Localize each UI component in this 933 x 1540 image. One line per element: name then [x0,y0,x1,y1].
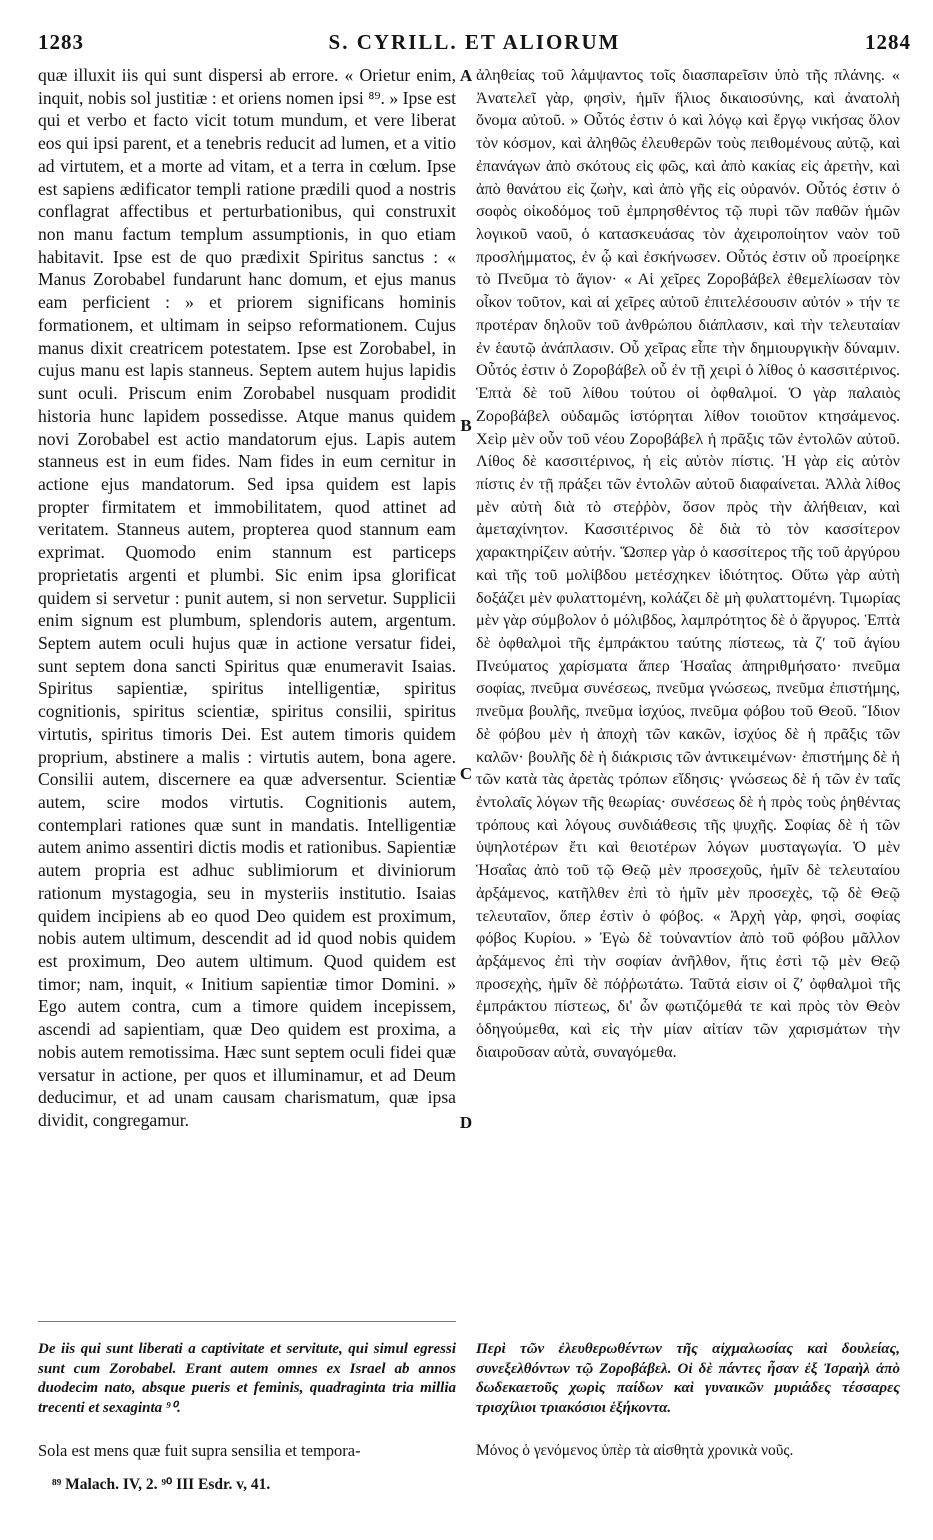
running-title: S. CYRILL. ET ALIORUM [328,30,621,54]
running-head [38,30,911,60]
latin-text: quæ illuxit iis qui sunt dispersi ab errore. « Orietur enim, inquit, nobis sol justitiæ : et oriens nomen ipsi ⁸⁹. » Ipse est qui et verbo et facto vicit totum mundum, et vere liberat eos qui ipsi parent, et a tenebris reducit ad lumen, et a vitio ad virtutem, et a morte ad vitam, et a terra in cœlum. Ipse est sapiens ædificator templi ratione prædili quod a nostris conflagrat affectibus et perturbationibus, qui construxit non manu factum templum assumptionis, in quo etiam habitavit. Ipse est de quo prædixit Spiritus sanctus : « Manus Zorobabel fundarunt hanc domum, et ejus manus eam perficient : » et priorem significans hominis formationem, et ultimam in seipso reformationem. Cujus manus dixit creatricem potestatem. Ipse est Zorobabel, in cujus manu est lapis stanneus. Septem autem hujus lapidis sunt oculi. Priscum enim Zorobabel nusquam prodidit historia hunc lapidem possedisse. Atque manus quidem novi Zorobabel est actio mandatorum ejus. Lapis autem stanneus est in eum fides. Nam fides in eum cernitur in actione ejus mandatorum. Sed ipsa quidem est lapis propter firmitatem et immobilitatem, quod attinet ad veritatem. Stanneus autem, propterea quod stannum eam exprimat. Quomodo enim stannum est particeps proprietatis argenti et plumbi. Sic enim ipsa glorificat quidem si servetur : punit autem, si non servetur. Supplicii enim signum est plumbum, splendoris autem, argentum. Septem autem oculi hujus quæ in actione versatur fidei, sunt septem dona sancti Spiritus quæ enumeravit Isaias. Spiritus sapientiæ, spiritus intelligentiæ, spiritus cognitionis, spiritus scientiæ, spiritus consilii, spiritus virtutis, spiritus timoris Dei. Est autem timoris quidem proprium, abstinere a malis : virtutis autem, bona agere. Consilii autem, discernere ea quæ adversentur. Scientiæ autem, scire modos virtutis. Cognitionis autem, contemplari rationes quæ sunt in mandatis. Intelligentiæ autem animo assentiri dictis modis et rationibus. Sapientiæ autem propria est adhuc sublimiorum et diviniorum rationum mystagogia, seu in mysteriis institutio. Isaias quidem incipiens ab eo quod Deo quidem est proximum, nobis autem ultimum, descendit ad id quod nobis quidem est proximum, Deo autem ultimum. Quod quidem est timor; nam, inquit, « Initium sapientiæ timor Domini. » Ego autem contra, cum a timore quidem incepissem, ascendi ad sapientiam, quæ Deo quidem est proxima, a nobis autem remotissima. Hæc sunt septem oculi fidei quæ versatur in actione, per quos et illuminamur, et ad Deum deducimur, et ad unam causam charismatum, quæ ipsa dividit, congregamur. [38,65,456,1131]
latin-section-heading: De iis qui sunt liberati a captivitate et servitute, qui simul egressi sunt cum Zorobabel. Erant autem omnes ex Israel ab annos duodecim nato, absque pueris et feminis, quadraginta tria millia trecenti et sexaginta ⁹⁰. [38,1341,456,1416]
column-number-left: 1283 [38,30,84,54]
margin-letter-b: B [460,416,472,435]
column-number-right: 1284 [865,30,911,54]
greek-column [476,64,900,1064]
latin-column [38,64,456,1132]
margin-letter-a: A [459,66,473,85]
greek-section-heading: Περὶ τῶν ἐλευθερωθέντων τῆς αἰχμαλωσίας καὶ δουλείας, συνεξελθόντων τῷ Ζοροβάβελ. Οἱ δὲ πάντες ἦσαν ἐξ Ἰσραὴλ ἀπὸ δωδεκαετοῦς χωρὶς παίδων καὶ γυναικῶν μυριάδες τέσσαρες τρισχίλιοι τριακόσιοι ἑξήκοντα. [476,1341,900,1416]
footnotes: ⁸⁹ Malach. IV, 2. ⁹⁰ III Esdr. v, 41. [52,1476,271,1493]
margin-letter-c: C [459,764,473,783]
latin-section-text: Sola est mens quæ fuit supra sensilia et tempora- [38,1441,361,1460]
greek-section-text: Μόνος ὁ γενόμενος ὑπὲρ τὰ αἰσθητὰ χρονικὰ νοῦς. [476,1442,794,1459]
margin-letter-d: D [459,1113,473,1132]
greek-text: ἀληθείας τοῦ λάμψαντος τοῖς διασπαρεῖσιν ὑπὸ τῆς πλάνης. « Ἀνατελεῖ γὰρ, φησὶν, ἡμῖν ἥλιος δικαιοσύνης, καὶ ἀνατολὴ ὄνομα αὐτοῦ. » Οὗτός ἐστιν ὁ καὶ λόγῳ καὶ ἔργῳ νικήσας ὅλον τὸν κόσμον, καὶ ἀληθῶς ἐλευθερῶν τοὺς πειθομένους αὐτῷ, καὶ ἐπανάγων ἀπὸ σκότους εἰς φῶς, καὶ ἀπὸ κακίας εἰς ἀρετὴν, καὶ ἀπὸ θανάτου εἰς ζωὴν, καὶ ἀπὸ γῆς εἰς οὐρανόν. Οὗτός ἐστιν ὁ σοφὸς οἰκοδόμος τοῦ ἐμπρησθέντος τῷ πυρὶ τῶν παθῶν ἡμῶν λογικοῦ ναοῦ, ὁ κατασκευάσας τὸν ἀχειροποίητον ναὸν τοῦ προσλήμματος, ἐν ᾧ καὶ ἐσκήνωσεν. Οὗτός ἐστιν οὗ προείρηκε τὸ Πνεῦμα τὸ ἅγιον· « Αἱ χεῖρες Ζοροβάβελ ἐθεμελίωσαν τὸν οἶκον τοῦτον, καὶ αἱ χεῖρες αὐτοῦ ἐπιτελέσουσιν αὐτόν » τήν τε προτέραν δηλοῦν τοῦ ἀνθρώπου διάπλασιν, καὶ τὴν τελευταίαν ἐν ἑαυτῷ ἀνάπλασιν. Οὗ χεῖρας εἶπε τὴν δημιουργικὴν δύναμιν. Οὗτός ἐστιν ὁ Ζοροβάβελ οὗ ἐν τῇ χειρὶ ὁ λίθος ὁ κασσιτέρινος. Ἑπτὰ δὲ τοῦ λίθου τούτου οἱ ὀφθαλμοί. Ὁ γὰρ παλαιὸς Ζοροβάβελ οὐδαμῶς ἱστόρηται λίθον τοιοῦτον κτησάμενος. Χεὶρ μὲν οὖν τοῦ νέου Ζοροβάβελ ἡ πρᾶξις τῶν ἐντολῶν αὐτοῦ. Λίθος δὲ κασσιτέρινος, ἡ εἰς αὐτὸν πίστις. Ἡ γὰρ εἰς αὐτὸν πίστις ἐν τῇ πράξει τῶν ἐντολῶν αὐτοῦ διαφαίνεται. Ἀλλὰ λίθος μὲν αὐτὴ διὰ τὸ στεῤῥὸν, ὅσον πρὸς τὴν ἀλήθειαν, καὶ ἀμεταχίνητον. Κασσιτέρινος δὲ διὰ τὸ τὸν κασσίτερον χαρακτηρίζειν αὐτήν. Ὥσπερ γὰρ ὁ κασσίτερος τῆς τοῦ ἀργύρου καὶ τῆς τοῦ μολίβδου μετέσχηκεν ἰδιότητος. Οὕτω γὰρ αὐτὴ δοξάζει μὲν φυλαττομένη, κολάζει δὲ μὴ φυλαττομένη. Τιμωρίας μὲν γὰρ σύμβολον ὁ μόλιβδος, λαμπρότητος δὲ ὁ ἄργυρος. Ἑπτὰ δὲ ὀφθαλμοὶ τῆς ἐμπράκτου ταύτης πίστεως, τὰ ζʹ τοῦ ἁγίου Πνεύματος χαρίσματα ἅπερ Ἡσαΐας ἀπηριθμήσατο· πνεῦμα σοφίας, πνεῦμα συνέσεως, πνεῦμα γνώσεως, πνεῦμα ἐπιστήμης, πνεῦμα βουλῆς, πνεῦμα ἰσχύος, πνεῦμα φόβου τοῦ Θεοῦ. Ἴδιον δὲ φόβου μὲν ἡ ἀποχὴ τῶν κακῶν, ἰσχύος δὲ ἡ πρᾶξις τῶν καλῶν· βουλῆς δὲ ἡ διάκρισις τῶν ἀντικειμένων· ἐπιστήμης δὲ ἡ τῶν κατὰ τὰς ἀρετὰς τρόπων εἴδησις· γνώσεως δὲ ἡ τῶν ἐν ταῖς ἐντολαῖς λόγων τῆς θεωρίας· συνέσεως δὲ ἡ πρὸς τοὺς ῥηθέντας τρόπους καὶ λόγους συνδιάθεσις τῆς ψυχῆς. Σοφίας δὲ ἡ τῶν ὑψηλοτέρων ἔτι καὶ θειοτέρων λόγων μυσταγωγία. Ὁ μὲν Ἡσαΐας ἀπὸ τοῦ τῷ Θεῷ μὲν προσεχοῦς, ἡμῖν δὲ τελευταίου ἀρξάμενος, κατῆλθεν ἐπὶ τὸ ἡμῖν μὲν προσεχὲς, τῷ δὲ Θεῷ τελευταῖον, ὅπερ ἐστὶν ὁ φόβος. « Ἀρχὴ γὰρ, φησὶ, σοφίας φόβος Κυρίου. » Ἐγὼ δὲ τοὐναντίον ἀπὸ τοῦ φόβου μᾶλλον ἀρξάμενος ἐπὶ τὴν σοφίαν ἀνῆλθον, ἥτις ἐστὶ τῷ μὲν Θεῷ προσεχὴς, ἡμῖν δὲ πόῤῥωτάτω. Ταῦτά εἰσιν οἱ ζʹ ὀφθαλμοὶ τῆς ἐμπράκτου πίστεως, δι' ὧν φωτιζόμεθά τε καὶ πρὸς τὸν Θεὸν ὁδηγούμεθα, καὶ εἰς τὴν μίαν αἰτίαν τῶν χαρισμάτων τὴν διαιροῦσαν αὐτὰ, συναγόμεθα. [476,66,900,1061]
footnote-divider [38,1321,456,1322]
